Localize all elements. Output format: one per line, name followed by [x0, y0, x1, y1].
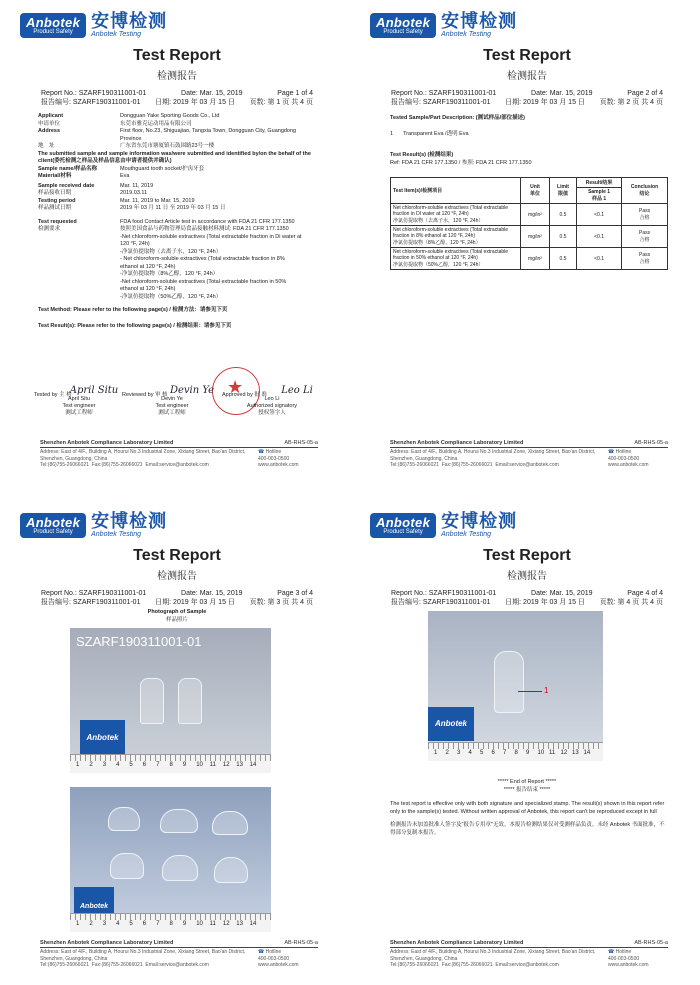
sample-description [390, 115, 670, 167]
ruler-number: 7 [156, 762, 160, 768]
ruler-number: 12 [560, 750, 568, 756]
col-limit-en: Limit [557, 184, 569, 190]
logo-cn: 安博检测 [441, 11, 518, 32]
ruler-number: 6 [142, 921, 147, 927]
approver-role-cn: 授权签字人 [258, 410, 286, 416]
logo-tagline: Product Safety [33, 529, 73, 535]
row-conclusion-cn: 合格 [639, 259, 650, 265]
footer-code: AB-RHS-05-a [634, 440, 668, 446]
reviewer-role: Test engineer [155, 403, 189, 409]
footer-contacts [40, 962, 209, 968]
report-date: Date: Mar. 15, 2019 [181, 90, 243, 97]
page-subtitle: 检测报告 [157, 571, 197, 582]
footer-email: Email:service@anbotek.com [495, 962, 559, 968]
report-number-cn: 报告编号: SZARF190311001-01 [41, 99, 141, 106]
requested-line: -净氯仿提取物（去离子水，120 °F, 24h） [120, 248, 222, 255]
ruler-number: 7 [503, 750, 507, 756]
ruler-number: 13 [572, 750, 579, 756]
hotline-icon: ☎ [608, 949, 615, 955]
received-label-cn: 样品接收日期 [38, 190, 72, 196]
address-value-cn: 广东省东莞市塘厦镇石鼓围路23号一楼 [120, 143, 215, 149]
reviewed-by-label: Reviewed by 审 核 [122, 392, 168, 398]
ruler-number: 14 [249, 921, 257, 927]
end-of-report-cn: ***** 报告结束 ***** [503, 786, 551, 793]
col-result: Result/结果 [577, 178, 622, 188]
received-value-cn: 2019.03.11 [120, 190, 148, 196]
ruler-number: 8 [169, 762, 173, 768]
applicant-block [38, 113, 318, 330]
hotline-icon: ☎ [258, 949, 265, 955]
col-sample-cn: 样品 1 [591, 196, 607, 202]
validity-en: The test report is effective only with both signature and specialized stamp. The result(s) shown in this report refer only to the sample(s) tested. Without written approval of Anbotek, this report can't be reproduced except in full [390, 801, 665, 815]
row-item: Net chloroform-soluble extractives (Total extractable fraction in DI water at 120 °F, 24h) [393, 205, 509, 217]
col-unit-en: Unit [530, 184, 540, 190]
footer-tel: Tel:(86)755-26066021 [390, 462, 439, 468]
footer-hotline [608, 949, 668, 969]
footer-hotline [258, 449, 318, 469]
photo-caption-en: Photograph of Sample [147, 609, 207, 615]
footer-code: AB-RHS-05-a [634, 940, 668, 946]
report-header [41, 589, 313, 607]
sample-name-value: Mouthguard tooth socket/护齿牙套 [120, 165, 205, 172]
page-number: Page 4 of 4 [627, 590, 663, 597]
ruler-number: 13 [236, 762, 243, 768]
row-unit: mg/in² [521, 226, 550, 248]
ruler-number: 3 [457, 750, 461, 756]
ruler-number: 1 [76, 762, 80, 768]
anbotek-logo [370, 513, 517, 538]
row-item: Net chloroform-soluble extractives (Total extractable fraction in 8% ethanol at 120 °F, 24h) [393, 227, 509, 239]
measuring-ruler [70, 754, 271, 773]
footer-fax: Fax:(86)755-26066021 [91, 462, 143, 468]
applicant-value-cn: 东莞市雅克运动用品有限公司 [120, 120, 192, 127]
results-table [390, 177, 668, 270]
page-title: Test Report [133, 547, 221, 564]
validity-statement [390, 801, 666, 837]
row-result: <0.1 [577, 248, 622, 270]
footer-contacts [40, 462, 209, 468]
page-footer [362, 939, 692, 975]
received-label: Sample received date [38, 182, 95, 189]
page-number: Page 3 of 4 [277, 590, 313, 597]
report-number-cn: 报告编号: SZARF190311001-01 [41, 599, 141, 606]
report-date-cn: 日期: 2019 年 03 月 15 日 [155, 99, 235, 106]
row-limit: 0.5 [550, 204, 577, 226]
ruler-number: 8 [169, 921, 173, 927]
photo-caption [12, 609, 342, 624]
row-item-cn: 净氯仿提取物（8%乙醇，120 °F, 24h） [393, 240, 481, 246]
end-of-report-en: ***** End of Report ***** [497, 779, 557, 785]
mouthguard-image [162, 855, 198, 881]
report-date: Date: Mar. 15, 2019 [531, 90, 593, 97]
ruler-number: 10 [196, 921, 203, 927]
logo-tagline: Product Safety [383, 29, 423, 35]
tested-by-label: Tested by 主 检 [34, 392, 72, 398]
footer-tel: Tel:(86)755-26066021 [390, 962, 439, 968]
hotline-label: Hotline [615, 949, 632, 955]
col-conclusion-cn: 结论 [639, 191, 650, 197]
col-limit [550, 178, 577, 204]
row-conclusion: Pass [638, 208, 651, 214]
report-page-2 [362, 5, 692, 475]
row-item-cn: 净氯仿提取物（50%乙醇，120 °F, 24h） [393, 262, 484, 268]
anbotek-logo [20, 13, 167, 38]
report-date-cn: 日期: 2019 年 03 月 15 日 [505, 99, 585, 106]
footer-contacts [390, 962, 559, 968]
hotline-icon: ☎ [258, 449, 265, 455]
approver-signature-mark: Leo Li [281, 385, 313, 396]
logo-tagline: Product Safety [33, 29, 73, 35]
footer-lab: Shenzhen Anbotek Compliance Laboratory Limited [390, 440, 524, 446]
period-value-cn: 2019 年 03 月 11 日 至 2019 年 03 月 15 日 [120, 205, 226, 211]
ruler-number: 14 [249, 762, 257, 768]
logo-sub: Anbotek Testing [91, 31, 142, 38]
col-unit [521, 178, 550, 204]
footer-web: www.anbotek.com [608, 962, 649, 968]
material-value: Eva [120, 173, 130, 179]
row-conclusion-cn: 合格 [639, 237, 650, 243]
requested-line: -净氯仿提取物（8%乙醇，120 °F, 24h） [120, 271, 219, 277]
hotline-icon: ☎ [608, 449, 615, 455]
ruler-number: 1 [434, 750, 438, 756]
table-row [391, 204, 668, 226]
ruler-number: 12 [222, 921, 230, 927]
ruler-number: 9 [182, 762, 187, 768]
ruler-number: 3 [102, 762, 107, 768]
reviewer-name: Devin Ye [161, 396, 183, 402]
page-subtitle: 检测报告 [507, 571, 547, 582]
row-limit: 0.5 [550, 248, 577, 270]
logo-cn: 安博检测 [91, 511, 168, 532]
approval-stamp: ★ [212, 367, 260, 415]
footer-fax: Fax:(86)755-26066021 [441, 462, 493, 468]
logo-sub: Anbotek Testing [441, 531, 492, 538]
sample-desc: Transparent Eva /透明 Eva [403, 130, 469, 137]
footer-code: AB-RHS-05-a [284, 440, 318, 446]
ruler-number: 10 [196, 762, 203, 768]
report-date-cn: 日期: 2019 年 03 月 15 日 [505, 599, 585, 606]
logo-sub: Anbotek Testing [441, 31, 492, 38]
requested-line: 按照美国食品与药物管理局食品接触材料测试: FDA 21 CFR 177.1350 [120, 226, 289, 232]
hotline-number: 400-003-0500 [608, 455, 640, 462]
page-title: Test Report [483, 547, 571, 564]
end-of-report [362, 779, 692, 794]
page-footer [362, 439, 692, 475]
address-value: First floor, No.23, Shiguajiao, Tangxia Town, Dongguan City, Guangdong Province [120, 128, 297, 142]
ruler-number: 14 [583, 750, 591, 756]
sample-label-1: 1 [544, 686, 549, 695]
footer-email: Email:service@anbotek.com [145, 962, 209, 968]
col-conclusion-en: Conclusion [630, 184, 659, 190]
logo-text: Anbotek [26, 15, 81, 30]
report-page-4 [362, 505, 692, 975]
applicant-label: Applicant [38, 113, 64, 119]
ruler-number: 11 [209, 921, 216, 927]
footer-contacts [390, 462, 559, 468]
report-number-cn: 报告编号: SZARF190311001-01 [391, 599, 491, 606]
logo-sub: Anbotek Testing [91, 531, 142, 538]
ruler-number: 13 [236, 921, 243, 927]
mouthguard-image [494, 651, 524, 713]
requested-label-cn: 检测要求 [38, 226, 61, 232]
report-page-1 [12, 5, 342, 475]
page-number-cn: 页数: 第 1 页 共 4 页 [249, 99, 313, 106]
row-limit: 0.5 [550, 226, 577, 248]
report-number: Report No.: SZARF190311001-01 [391, 90, 497, 97]
footer-address: Address: East of 4/F., Building A, Hourui No.3 Industrial Zone, Xixiang Street, Bao'an District, Shenzhen, Guangdong, China [390, 949, 596, 962]
tester-role: Test engineer [62, 403, 96, 409]
footer-address: Address: East of 4/F., Building A, Hourui No.3 Industrial Zone, Xixiang Street, Bao'an District, Shenzhen, Guangdong, China [40, 949, 246, 962]
sample-no: 1 [390, 130, 394, 137]
applicant-value: Dongguan Yake Sporting Goods Co., Ltd [120, 113, 220, 119]
col-sample [577, 188, 622, 204]
footer-lab: Shenzhen Anbotek Compliance Laboratory Limited [40, 940, 174, 946]
anbotek-card: Anbotek [428, 707, 474, 741]
row-conclusion: Pass [638, 230, 651, 236]
ruler-number: 4 [468, 750, 472, 756]
logo-text: Anbotek [376, 515, 431, 530]
footer-email: Email:service@anbotek.com [495, 462, 559, 468]
tester-signature-mark: April Situ [69, 385, 119, 396]
table-row [391, 226, 668, 248]
ruler-number: 7 [156, 921, 160, 927]
report-number: Report No.: SZARF190311001-01 [391, 590, 497, 597]
ruler-number: 5 [480, 750, 484, 756]
ruler-number: 4 [116, 762, 120, 768]
logo-tagline: Product Safety [383, 529, 423, 535]
page-title: Test Report [133, 47, 221, 64]
page-footer [12, 439, 342, 475]
ruler-number: 8 [514, 750, 518, 756]
hotline-number: 400-003-0500 [608, 955, 640, 962]
footer-address: Address: East of 4/F., Building A, Hourui No.3 Industrial Zone, Xixiang Street, Bao'an District, Shenzhen, Guangdong, China [40, 449, 246, 462]
tester-signature [34, 385, 124, 417]
row-result: <0.1 [577, 204, 622, 226]
requested-line: ethanol at 120 °F, 24h) [120, 286, 176, 292]
report-number: Report No.: SZARF190311001-01 [41, 590, 147, 597]
sample-photo-1 [70, 628, 271, 773]
report-number: Report No.: SZARF190311001-01 [41, 90, 147, 97]
page-number-cn: 页数: 第 3 页 共 4 页 [249, 599, 313, 606]
tester-name: April Situ [67, 396, 90, 402]
page-number: Page 1 of 4 [277, 90, 313, 97]
page-title: Test Report [483, 47, 571, 64]
hotline-number: 400-003-0500 [258, 955, 290, 962]
page-subtitle: 检测报告 [507, 71, 547, 82]
footer-tel: Tel:(86)755-26066021 [40, 962, 89, 968]
measuring-ruler [428, 742, 603, 761]
address-label: Address [38, 128, 61, 134]
report-header [41, 89, 313, 107]
sample-desc-label: Tested Sample/Part Description: (测试样品/部位描述) [390, 115, 525, 121]
measuring-ruler [70, 913, 271, 932]
hotline-label: Hotline [265, 949, 282, 955]
row-item-cn: 净氯仿提取物（去离子水，120 °F, 24h） [393, 218, 484, 224]
footer-hotline [258, 949, 318, 969]
ruler-number: 2 [89, 762, 93, 768]
footer-fax: Fax:(86)755-26066021 [441, 962, 493, 968]
col-item: Test Item(s)/检测项目 [391, 178, 521, 204]
logo-text: Anbotek [376, 15, 431, 30]
results-label: Test Result(s) (检测结果) [390, 152, 454, 158]
mouthguard-image [214, 857, 248, 883]
ruler-number: 2 [445, 750, 449, 756]
anbotek-card: Anbotek [80, 720, 125, 756]
approved-by-label: Approved by 批 准 [222, 392, 267, 398]
approver-role: Authorized signatory [246, 403, 298, 409]
tester-role-cn: 测试工程师 [65, 410, 93, 416]
ruler-number: 6 [142, 762, 147, 768]
row-item: Net chloroform-soluble extractives (Total extractable fraction in 50% ethanol at 120 °F, 24h) [393, 249, 509, 261]
ruler-number: 12 [222, 762, 230, 768]
table-row [391, 248, 668, 270]
mouthguard-image [140, 678, 164, 724]
footer-web: www.anbotek.com [608, 462, 649, 468]
photo-caption-cn: 样品照片 [165, 616, 188, 623]
footer-web: www.anbotek.com [258, 962, 299, 968]
sample-photo-3 [428, 611, 603, 761]
footer-lab: Shenzhen Anbotek Compliance Laboratory Limited [390, 940, 524, 946]
mouthguard-image [212, 811, 248, 835]
row-conclusion-cn: 合格 [639, 215, 650, 221]
approver-signature [222, 385, 322, 417]
report-date: Date: Mar. 15, 2019 [181, 590, 243, 597]
page-footer [12, 939, 342, 975]
requested-lines [120, 219, 318, 302]
anbotek-logo [20, 513, 167, 538]
footer-fax: Fax:(86)755-26066021 [91, 962, 143, 968]
requested-line: FDA food Contact Article test in accordance with FDA 21 CFR 177.1350 [120, 218, 295, 225]
footer-web: www.anbotek.com [258, 462, 299, 468]
report-number-cn: 报告编号: SZARF190311001-01 [391, 99, 491, 106]
photo-overlay-text: SZARF190311001-01 [76, 634, 202, 649]
results-ref: Ref: FDA 21 CFR 177.1350 / 参照: FDA 21 CFR 177.1350 [390, 159, 532, 166]
reviewer-signature [122, 385, 222, 417]
ruler-number: 11 [209, 762, 216, 768]
row-unit: mg/in² [521, 248, 550, 270]
logo-cn: 安博检测 [441, 511, 518, 532]
test-result: Test Result(s): Please refer to the following page(s) / 检测结果：请参见下页 [38, 322, 232, 329]
period-label-cn: 样品测试日期 [38, 205, 72, 211]
ruler-number: 9 [526, 750, 530, 756]
ruler-number: 5 [129, 762, 133, 768]
period-value: Mar. 11, 2019 to Mar. 15, 2019 [120, 197, 195, 204]
report-page-3 [12, 505, 342, 975]
page-number-cn: 页数: 第 2 页 共 4 页 [599, 99, 663, 106]
applicant-label-cn: 申请单位 [38, 120, 61, 127]
sample-name-label: Sample name/样品名称 [38, 165, 97, 172]
row-unit: mg/in² [521, 204, 550, 226]
footer-lab: Shenzhen Anbotek Compliance Laboratory Limited [40, 440, 174, 446]
validity-cn: 检测报告未加盖批准人签字及"报告专用章"无效。本报告检测结果仅对受测样品负责。未经 Anbotek 书面批准，不得部分复制本报告。 [390, 822, 665, 836]
ruler-number: 11 [549, 750, 556, 756]
hotline-label: Hotline [615, 449, 632, 455]
reviewer-signature-mark: Devin Ye [169, 385, 215, 396]
page-subtitle: 检测报告 [157, 71, 197, 82]
footer-address: Address: East of 4/F., Building A, Hourui No.3 Industrial Zone, Xixiang Street, Bao'an District, Shenzhen, Guangdong, China [390, 449, 596, 462]
report-header [391, 89, 663, 107]
received-value: Mar. 11, 2019 [120, 182, 154, 189]
report-date: Date: Mar. 15, 2019 [531, 590, 593, 597]
requested-line: 120 °F, 24h) [120, 241, 150, 247]
ruler-number: 2 [89, 921, 93, 927]
mouthguard-image [108, 807, 140, 831]
col-limit-cn: 限值 [557, 191, 568, 197]
ruler-number: 10 [537, 750, 545, 756]
footer-hotline [608, 449, 668, 469]
sample-photo-2 [70, 787, 271, 932]
hotline-number: 400-003-0500 [258, 455, 290, 462]
mouthguard-image [178, 678, 202, 724]
sample-statement: The submitted sample and sample information was/were submitted and identified by/on the behalf of the client(委托检测之样品及样品信息由申请者提供并确认) [38, 150, 311, 164]
row-conclusion: Pass [638, 252, 651, 258]
pointer-line [518, 691, 542, 692]
logo-text: Anbotek [26, 515, 81, 530]
mouthguard-image [160, 809, 198, 833]
footer-email: Email:service@anbotek.com [145, 462, 209, 468]
ruler-number: 4 [116, 921, 120, 927]
requested-line: -Net chloroform-soluble extractives (Total extractable fraction in 50% [120, 278, 287, 285]
anbotek-logo [370, 13, 517, 38]
hotline-label: Hotline [265, 449, 282, 455]
page-number-cn: 页数: 第 4 页 共 4 页 [599, 599, 663, 606]
requested-line: - Net chloroform-soluble extractives (Total extractable fraction in 8% [120, 256, 285, 262]
footer-code: AB-RHS-05-a [284, 940, 318, 946]
ruler-number: 1 [76, 921, 80, 927]
page-number: Page 2 of 4 [627, 90, 663, 97]
col-conclusion [622, 178, 668, 204]
row-result: <0.1 [577, 226, 622, 248]
ruler-number: 3 [102, 921, 107, 927]
ruler-number: 5 [129, 921, 133, 927]
report-date-cn: 日期: 2019 年 03 月 15 日 [155, 599, 235, 606]
test-method: Test Method: Please refer to the following page(s) / 检测方法：请参见下页 [38, 307, 228, 313]
requested-line: ethanol at 120 °F, 24h) [120, 263, 176, 270]
address-label-cn: 地 址 [38, 143, 55, 149]
requested-label: Test requested [38, 218, 77, 225]
anbotek-card: Anbotek [74, 887, 114, 927]
material-label: Material/材料 [38, 173, 72, 179]
period-label: Testing period [38, 197, 76, 204]
mouthguard-image [110, 853, 144, 879]
requested-line: -净氯仿提取物（50%乙醇，120 °F, 24h） [120, 293, 222, 300]
logo-cn: 安博检测 [91, 11, 168, 32]
approver-name: Leo Li [264, 396, 280, 402]
ruler-number: 9 [182, 921, 187, 927]
col-sample-en: Sample 1 [588, 189, 611, 195]
ruler-number: 6 [491, 750, 495, 756]
footer-tel: Tel:(86)755-26066021 [40, 462, 89, 468]
reviewer-role-cn: 测试工程师 [158, 410, 186, 416]
requested-line: -Net chloroform-soluble extractives (Total extractable fraction in Di water at [120, 233, 302, 240]
report-header [391, 589, 663, 607]
col-unit-cn: 单位 [529, 191, 540, 197]
